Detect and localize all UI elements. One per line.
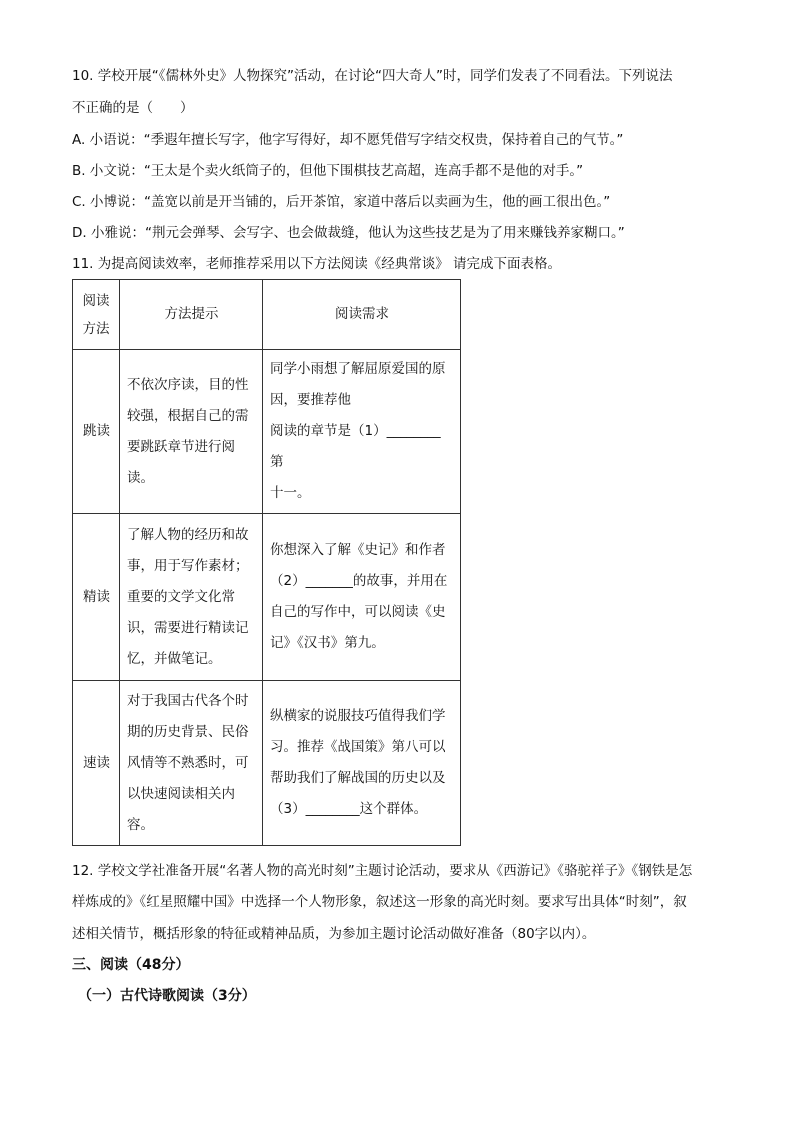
row-need: 你想深入了解《史记》和作者 （2）_______的故事，并用在 自己的写作中，可以阅读《史 记》《汉书》第九。 [263, 514, 461, 681]
table-header-row [73, 280, 461, 350]
table-row [73, 514, 461, 681]
section-title: 三、阅读（48分） [72, 957, 190, 973]
row-need: 同学小雨想了解屈原爱国的原 因，要推荐他 阅读的章节是（1）________第 十一。 [263, 350, 461, 514]
row-tip: 了解人物的经历和故 事，用于写作素材； 重要的文学文化常 识，需要进行精读记 忆，并做笔记。 [120, 514, 263, 681]
q11-intro: 11. 为提高阅读效率，老师推荐采用以下方法阅读《经典常谈》 请完成下面表格。 [72, 256, 562, 272]
q10-stem-line2: 不正确的是（ ） [72, 100, 194, 116]
table-row [73, 350, 461, 514]
q10-option-c: C. 小博说：“盖宽以前是开当铺的，后开茶馆，家道中落后以卖画为生，他的画工很出色。” [72, 194, 611, 210]
header-method: 阅读 方法 [73, 280, 120, 350]
row-method: 跳读 [73, 350, 120, 514]
q12-stem-line2: 样炼成的》《红星照耀中国》中选择一个人物形象，叙述这一形象的高光时刻。要求写出具体“时刻”，叙 [72, 894, 687, 910]
row-need: 纵横家的说服技巧值得我们学 习。推荐《战国策》第八可以 帮助我们了解战国的历史以及 （3）________这个群体。 [263, 681, 461, 846]
header-tip: 方法提示 [120, 280, 263, 350]
q10-stem-line1: 10. 学校开展“《儒林外史》人物探究”活动，在讨论“四大奇人”时，同学们发表了不同看法。下列说法 [72, 68, 673, 84]
q12-stem-line3: 述相关情节，概括形象的特征或精神品质，为参加主题讨论活动做好准备（80字以内）。 [72, 926, 596, 942]
q10-option-d: D. 小雅说：“荆元会弹琴、会写字、也会做裁缝，他认为这些技艺是为了用来赚钱养家糊口。” [72, 225, 625, 241]
table-row [73, 681, 461, 846]
row-method: 速读 [73, 681, 120, 846]
q10-option-a: A. 小语说：“季遐年擅长写字，他字写得好，却不愿凭借写字结交权贵，保持着自己的气节。” [72, 132, 624, 148]
row-tip: 对于我国古代各个时 期的历史背景、民俗 风情等不熟悉时，可 以快速阅读相关内 容。 [120, 681, 263, 846]
subsection-title: （一）古代诗歌阅读（3分） [78, 988, 256, 1004]
q10-option-b: B. 小文说：“王太是个卖火纸筒子的，但他下围棋技艺高超，连高手都不是他的对手。” [72, 163, 584, 179]
reading-method-table [72, 279, 461, 846]
row-method: 精读 [73, 514, 120, 681]
row-tip: 不依次序读，目的性 较强，根据自己的需 要跳跃章节进行阅 读。 [120, 350, 263, 514]
q12-stem-line1: 12. 学校文学社准备开展“名著人物的高光时刻”主题讨论活动，要求从《西游记》《骆驼祥子》《钢铁是怎 [72, 863, 693, 879]
header-need: 阅读需求 [263, 280, 461, 350]
